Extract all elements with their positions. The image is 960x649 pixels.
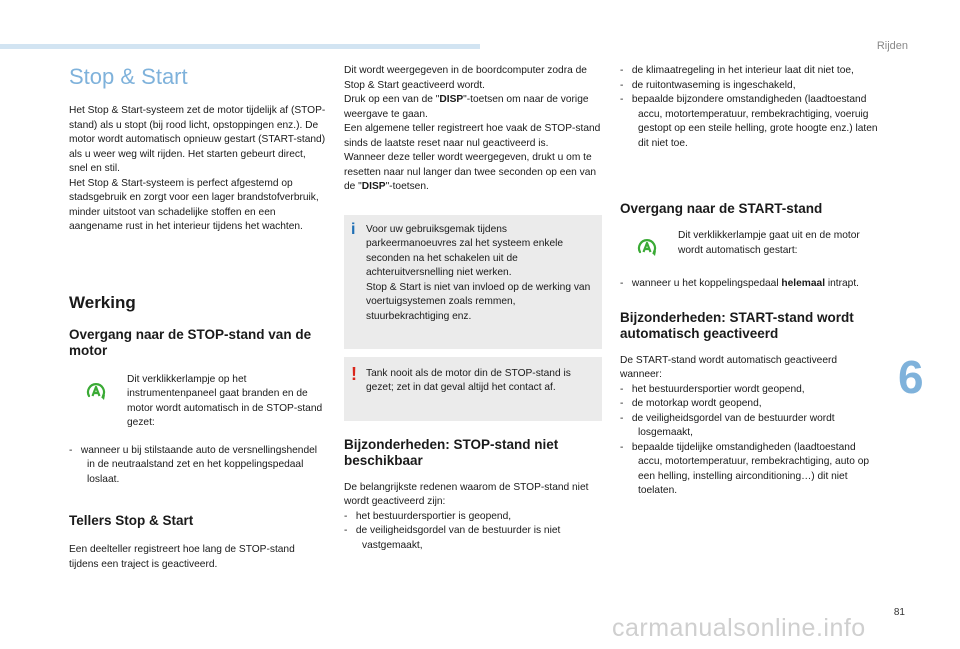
start-item-text-a: - wanneer u het koppelingspedaal [620,278,782,289]
warning-box [344,357,602,421]
warning-text: Tank nooit als de motor din de STOP-stand is gezet; zet in dat geval altijd het contact af. [366,367,571,393]
start-auto-text: De START-stand wordt automatisch geactiveerd wanneer: [620,354,838,380]
disp-text-a: Druk op een van de " [344,94,440,105]
list-item: - bepaalde tijdelijke omstandigheden (laadtoestand accu, motortemperatuur, rembekrachtiging, auto op een helling, instelling airconditioning…) dit niet toelaten. [620,441,870,496]
start-condition-item [620,277,878,292]
reset-instruction [344,151,602,195]
section-label: Rijden [876,40,908,52]
chapter-number: 6 [898,351,924,403]
page-title: Stop & Start [69,64,188,89]
info-box [344,215,602,349]
reset-key-label: DISP [361,181,386,192]
list-item: - het bestuurdersportier is geopend, [344,510,512,522]
list-item: - de klimaatregeling in het interieur laat dit niet toe, [620,65,854,76]
display-text: Dit wordt weergegeven in de boordcomputer zodra de Stop & Start geactiveerd wordt. [344,65,587,91]
header-accent-bar [0,44,480,49]
intro-text: Het Stop & Start-systeem zet de motor tijdelijk af (STOP-stand) als u stopt (bij rood licht, opstoppingen enz.). De motor wordt automatisch opnieuw gestart (START-stand) als u weer weg wilt rijden. Het starten gebeurt direct, snel en stil. Het Stop & Start-systeem is perfect afgestemd op stadsgebruik en zorgt voor een lager brandstofverbruik, minder uitstoot van schadelijke stoffen en een aangename rust in het interieur tijdens het wachten. [69,105,326,232]
reset-text-a: Wanneer deze teller wordt weergegeven, drukt u om te resetten naar nul langer dan twee seconden op een van de " [344,152,597,192]
start-lamp-row [620,229,878,259]
stop-heading: Overgang naar de STOP-stand van de motor [69,326,312,358]
disp-key-label: DISP [439,94,464,105]
auto-stop-lamp-icon [85,381,107,403]
info-text: Voor uw gebruiksgemak tijdens parkeermanoeuvres zal het systeem enkele seconden na het schakelen uit de achteruitversnelling niet werken. Stop & Start is niet van invloed op de werking van voertuigsystemen zoals remmen, stuurbekrachtiging enz. [366,223,591,322]
info-icon: i [351,220,356,238]
watermark: carmanualsonline.info [612,614,866,642]
list-item: - het bestuurdersportier wordt geopend, [620,383,805,395]
total-counter-text: Een algemene teller registreert hoe vaak de STOP-stand sinds de laatste reset naar nul geactiveerd is. [344,123,601,149]
start-heading: Overgang naar de START-stand [620,201,823,216]
stop-lamp-text: Dit verklikkerlampje op het instrumentenpaneel gaat branden en de motor wordt automatisch in de STOP-stand gezet: [127,373,323,428]
start-item-text-c: intrapt. [825,278,860,289]
tellers-heading: Tellers Stop & Start [69,513,194,528]
werking-heading: Werking [69,292,136,312]
disp-instruction [344,93,602,122]
start-auto-heading: Bijzonderheden: START-stand wordt automatisch geactiveerd [620,309,854,341]
start-lamp-text: Dit verklikkerlampje gaat uit en de motor wordt automatisch gestart: [678,230,860,256]
stop-condition-item: - wanneer u bij stilstaande auto de versnellingshendel in de neutraalstand zet en het koppelingspedaal loslaat. [69,444,318,485]
list-item: - de veiligheidsgordel van de bestuurder wordt losgemaakt, [620,412,835,438]
column-left [69,64,327,572]
list-item: - de ruitontwaseming is ingeschakeld, [620,79,796,91]
list-item: - de motorkap wordt geopend, [620,398,762,409]
start-item-bold: helemaal [781,278,826,289]
column-middle [344,64,602,553]
auto-start-lamp-icon [636,237,658,259]
reset-text-c: "-toetsen. [385,181,429,192]
disp-text-c: "-toetsen om naar de vorige weergave te gaan. [344,94,589,120]
list-item: - bepaalde bijzondere omstandigheden (laadtoestand accu, motortemperatuur, rembekrachtiging, voeruig gestopt op een steile helling, grote hoogte enz.) laten dit niet toe. [620,94,878,149]
column-right [620,64,878,499]
list-item: - de veiligheidsgordel van de bestuurder is niet vastgemaakt, [344,525,561,551]
stop-unavailable-text: De belangrijkste redenen waarom de STOP-stand niet wordt geactiveerd zijn: [344,481,589,507]
warning-icon: ! [351,363,357,384]
stop-lamp-row [69,373,327,431]
tellers-text: Een deelteller registreert hoe lang de STOP-stand tijdens een traject is geactiveerd. [69,544,295,570]
stop-unavailable-heading: Bijzonderheden: STOP-stand niet beschikbaar [344,436,559,468]
page-number: 81 [893,607,905,618]
